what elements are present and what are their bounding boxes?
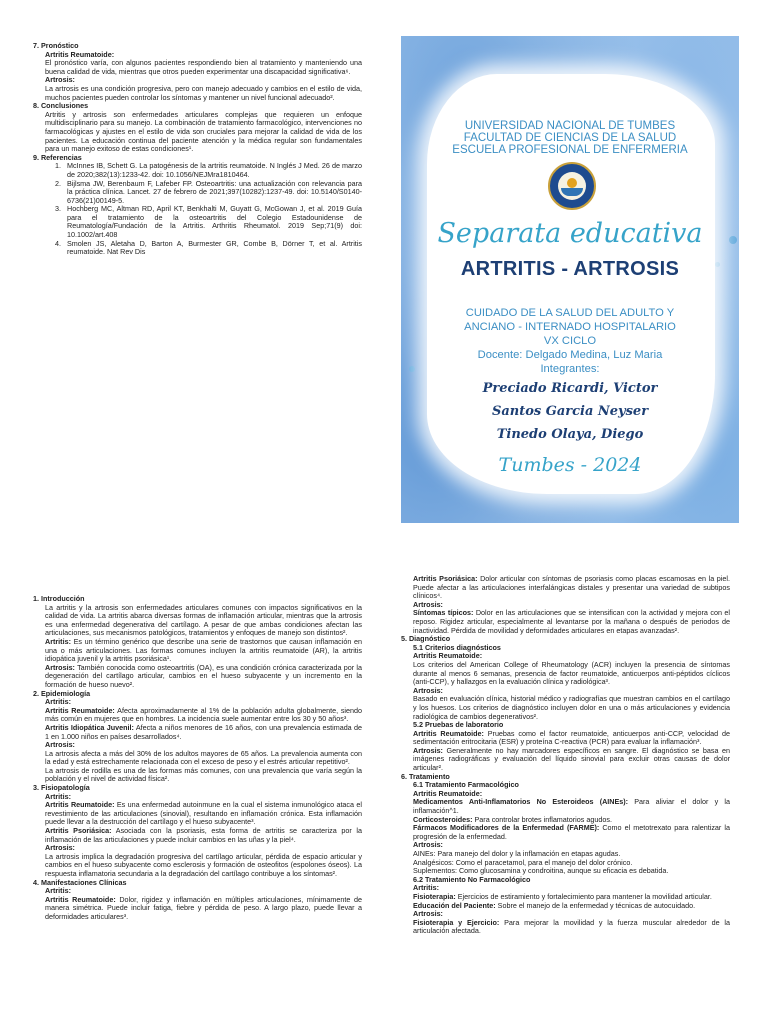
author-name: Preciado Ricardi, Victor (482, 381, 658, 396)
subsection-label: Artrosis: (413, 685, 443, 695)
cover-page (401, 36, 739, 523)
term-label: Artritis Reumatoide: (413, 728, 484, 738)
paragraph: Basado en evaluación clínica, historial médico y radiografías que muestran cambios en el cartílago y los huesos. Los criterios de diagnóstico incluyen dolor en una o más articulaciones y evidencia radiológica de cambios degenerativos². (413, 694, 730, 721)
subsection-title: 5.1 Criterios diagnósticos (413, 642, 501, 652)
paragraph (401, 798, 730, 815)
term-text: Es una enfermedad autoinmune en la cual el sistema inmunológico ataca el revestimiento de las articulaciones (sinovial), resultando en inflamación crónica. Esta inflamación puede llevar a la destrucción del cartílago y el hueso subyacente³. (45, 800, 362, 827)
paragraph: La artrosis es una condición progresiva, pero con manejo adecuado y cambios en el estilo de vida, muchos pacientes pueden controlar los síntomas y mantener un nivel funcional adecuado². (45, 83, 362, 102)
sea-icon (561, 188, 583, 196)
subsection-title: 6.2 Tratamiento No Farmacológico (413, 874, 531, 884)
term-label: Artritis Reumatoide: (45, 800, 115, 810)
city-year: Tumbes - 2024 (498, 454, 642, 476)
paragraph (401, 730, 730, 747)
paragraph (33, 638, 362, 664)
section-title: 5. Diagnóstico (401, 634, 451, 644)
paragraph (33, 724, 362, 741)
paragraph: La artritis y la artrosis son enfermedades articulares comunes con impactos significativos en la calidad de vida. La artritis abarca diversas formas de inflamación articular, mientras que la artrosis es una enfermedad degenerativa del cartílago. A pesar de que ambas condiciones afectan las articulaciones, sus mecanismos patológicos, tratamientos y enfoques de manejo son distintos². (45, 602, 362, 638)
term-label: Artritis Reumatoide: (45, 894, 116, 904)
members-label: Integrantes: (540, 363, 600, 375)
section-title: 4. Manifestaciones Clínicas (33, 877, 127, 887)
subsection-label: Artritis: (413, 883, 439, 893)
paragraph (33, 664, 362, 690)
paragraph (401, 747, 730, 773)
subsection-title: 5.2 Pruebas de laboratorio (413, 720, 504, 730)
section-title: 8. Conclusiones (33, 101, 89, 111)
bottom-left-column (33, 595, 362, 922)
term-label: Fisioterapia: (413, 891, 456, 901)
subsection-label: Artritis: (45, 791, 71, 801)
term-label: Artrosis: (413, 745, 443, 755)
subsection-label: Artrosis: (45, 75, 75, 85)
subsection-label: Artrosis: (413, 599, 443, 609)
term-text: Dolor en las articulaciones que se intensifican con la actividad y mejora con el reposo. Rigidez articular, especialmente al levantarse por la mañana o después de periodos de inactividad. Pérdida de movilidad y deformidades articulares en etapas avanzadas². (413, 608, 730, 635)
subsection-label: Artritis Reumatoide: (413, 651, 483, 661)
term-text: Para aliviar el dolor y la inflamación^1. (413, 797, 730, 816)
subsection-label: Artritis: (45, 697, 71, 707)
course-line-2: ANCIANO - INTERNADO HOSPITALARIO (464, 321, 676, 333)
university-seal-logo (548, 162, 596, 210)
author-name: Tinedo Olaya, Diego (496, 427, 644, 442)
subsection-label: Artrosis: (45, 740, 75, 750)
term-text: También conocida como osteoartritis (OA), es una condición crónica caracterizada por la degeneración del cartílago articular, cambios en el hueso subyacente y un incremento en la formación de hueso nuevo². (45, 662, 362, 689)
term-label: Fisioterapia y Ejercicio: (413, 917, 500, 927)
paragraph (33, 896, 362, 922)
sun-icon (567, 178, 577, 188)
section-title: 2. Epidemiología (33, 688, 91, 698)
term-label: Educación del Paciente: (413, 900, 496, 910)
term-label: Artritis Idiopática Juvenil: (45, 722, 134, 732)
paragraph (33, 827, 362, 844)
subsection-label: Artritis Reumatoide: (45, 49, 115, 59)
term-text: Afecta aproximadamente al 1% de la población adulta globalmente, siendo más común en mujeres que en hombres. La incidencia suele aumentar entre los 30 y 50 años³. (45, 705, 363, 724)
term-text: Afecta a niños menores de 16 años, con una prevalencia estimada de 1 en 1.000 niños en países desarrollados⁴. (45, 722, 363, 741)
section-title: 7. Pronóstico (33, 41, 79, 50)
reference-item: 1. McInnes IB, Schett G. La patogénesis de la artritis reumatoide. N Inglés J Med. 26 de marzo de 2020;382(13):1233-42. doi: 10.1056/NEJMra1810464. (63, 162, 362, 179)
term-text: Sobre el manejo de la enfermedad y técnicas de autocuidado. (495, 900, 696, 910)
reference-item: 4. Smolen JS, Aletaha D, Barton A, Burmester GR, Combe B, Dörner T, et al. Artritis reumatoide. Nat Rev Dis (63, 240, 362, 257)
faculty-name: FACULTAD DE CIENCIAS DE LA SALUD (463, 132, 677, 144)
course-line-1: CUIDADO DE LA SALUD DEL ADULTO Y (465, 307, 675, 319)
paragraph: Artritis y artrosis son enfermedades articulares complejas que requieren un enfoque multidisciplinario para su manejo. La combinación de tratamiento farmacológico, intervenciones no farmacológicas y ajustes en el estilo de vida son cruciales para mejorar la calidad de vida de los pacientes. La educación continua del paciente atención y la médica regular son fundamentales para un manejo exitoso de estas condiciones¹. (45, 109, 362, 154)
section-title: 1. Introducción (33, 594, 85, 603)
university-name: UNIVERSIDAD NACIONAL DE TUMBES (464, 120, 676, 132)
list-line: Suplementos: Como glucosamina y condroitina, aunque su eficacia es debatida. (413, 866, 669, 876)
term-text: Asociada con la psoriasis, esta forma de artritis se caracteriza por la inflamación de las articulaciones y puede incluir cambios en las uñas y la piel⁴. (45, 826, 362, 844)
paragraph: La artrosis de rodilla es una de las formas más comunes, con una prevalencia que varía según la población y el nivel de actividad física². (45, 765, 362, 784)
term-text: Dolor articular con síntomas de psoriasis como placas escamosas en la piel. Puede afectar a las articulaciones interfalángicas distales y presentar una variedad de subtipos clínicos⁴. (413, 574, 730, 601)
separata-heading: Separata educativa (437, 218, 703, 249)
term-text: Dolor, rigidez y inflamación en múltiples articulaciones, mínimamente de manera simétrica. Puede incluir fatiga, fiebre y pérdida de peso. A largo plazo, puede llevar a deformidades articulares³. (45, 894, 363, 921)
list-line: AINEs: Para manejo del dolor y la inflamación en etapas agudas. (413, 849, 621, 858)
paragraph: El pronóstico varía, con algunos pacientes respondiendo bien al tratamiento y manteniendo una buena calidad de vida, mientras que otros pueden experimentar una discapacidad significativa⁶. (45, 58, 362, 76)
term-text: Ejercicios de estiramiento y fortalecimiento para mantener la movilidad articular. (455, 891, 712, 901)
author-name: Santos Garcia Neyser (491, 404, 649, 419)
reference-list (33, 162, 362, 257)
school-name: ESCUELA PROFESIONAL DE ENFERMERIA (452, 144, 688, 156)
paragraph (401, 575, 730, 601)
teacher: Docente: Delgado Medina, Luz Maria (477, 349, 663, 361)
subsection-label: Artritis Reumatoide: (413, 788, 483, 798)
subsection-label: Artrosis: (413, 909, 443, 919)
top-left-column (33, 42, 362, 257)
subsection-label: Artrosis: (413, 840, 443, 850)
term-text: Para controlar brotes inflamatorios agudos. (472, 814, 612, 824)
subsection-title: 6.1 Tratamiento Farmacológico (413, 780, 519, 790)
term-text: Como el metotrexato para ralentizar la progresión de la enfermedad. (413, 823, 730, 841)
reference-item: 2. Bijlsma JW, Berenbaum F, Lafeber FP. Osteoartritis: una actualización con relevancia para la práctica clínica. Lancet. 27 de febrero de 2021;397(10282):1237-49. doi: 10.5140/S0140-6736(21)00149-5. (63, 180, 362, 206)
subsection-label: Artritis: (45, 886, 71, 896)
term-text: Es un término genérico que describe una serie de trastornos que causan inflamación en una o más articulaciones. Las formas comunes incluyen la artritis reumatoide (AR), la artritis idiopática juvenil y la artritis psoriásica¹. (45, 636, 362, 664)
paragraph: La artrosis implica la degradación progresiva del cartílago articular, pérdida de espacio articular y cambios en el hueso subyacente como esclerosis y formación de osteofitos (espolones óseos). La respuesta inflamatoria secundaria a la degradación del cartílago contribuye a los síntomas². (45, 851, 362, 878)
subsection-label: Artrosis: (45, 843, 75, 853)
term-label: Corticosteroides: (413, 814, 473, 824)
paragraph: La artrosis afecta a más del 30% de los adultos mayores de 65 años. La prevalencia aumenta con la edad y está estrechamente relacionada con el exceso de peso y el estrés articular repetitivo². (45, 748, 362, 767)
paragraph (33, 801, 362, 827)
term-label: Fármacos Modificadores de la Enfermedad (FARME): (413, 823, 600, 833)
bottom-right-column (401, 575, 730, 936)
section-title: 6. Tratamiento (401, 771, 450, 781)
term-label: Artritis Reumatoide: (45, 705, 115, 715)
section-title: 3. Fisiopatología (33, 783, 90, 793)
seal-center (558, 172, 586, 200)
section-title: 9. Referencias (33, 152, 82, 162)
list-line: Analgésicos: Como el paracetamol, para el manejo del dolor crónico. (413, 857, 633, 867)
term-text: Generalmente no hay marcadores específicos en sangre. El diagnóstico se basa en imágenes radiográficas y evaluación del líquido sinovial para excluir otras causas de dolor articular². (413, 745, 730, 773)
term-label: Síntomas típicos: (413, 608, 474, 618)
cycle: VX CICLO (543, 335, 597, 347)
paragraph (401, 902, 730, 911)
paragraph: Los criterios del American College of Rheumatology (ACR) incluyen la presencia de síntomas durante al menos 6 semanas, presencia de factor reumatoide, anticuerpos anti-péptidos cíclicos (anti-CCP), y hallazgos en la evaluación clínica y radiológica³. (413, 659, 730, 687)
term-text: Pruebas como el factor reumatoide, anticuerpos anti-CCP, velocidad de sedimentación eritrocitaria (ESR) y proteína C-reactiva (PCR) para evaluar la inflamación³. (413, 728, 730, 747)
term-label: Artritis Psoriásica: (413, 574, 478, 583)
term-label: Artritis Psoriásica: (45, 826, 112, 836)
paragraph (401, 824, 730, 841)
paragraph (33, 707, 362, 724)
term-label: Artrosis: (45, 662, 75, 672)
reference-item: 3. Hochberg MC, Altman RD, April KT, Benkhalti M, Guyatt G, McGowan J, et al. 2019 Guía para el tratamiento de la osteoartritis del Colegio Estadounidense de Reumatología/Fundación de la Artritis. Arthritis Rheumatol. 2019 Sep;71(9) doi: 10.1002/art.408 (63, 205, 362, 239)
paragraph (401, 609, 730, 635)
term-label: Medicamentos Anti-Inflamatorios No Esteroideos (AINEs): (413, 797, 629, 807)
term-text: Para mejorar la movilidad y la fuerza muscular alrededor de la articulación afectada. (413, 917, 730, 936)
term-label: Artritis: (45, 636, 71, 646)
document-title: ARTRITIS - ARTROSIS (460, 258, 680, 280)
paragraph (401, 919, 730, 936)
